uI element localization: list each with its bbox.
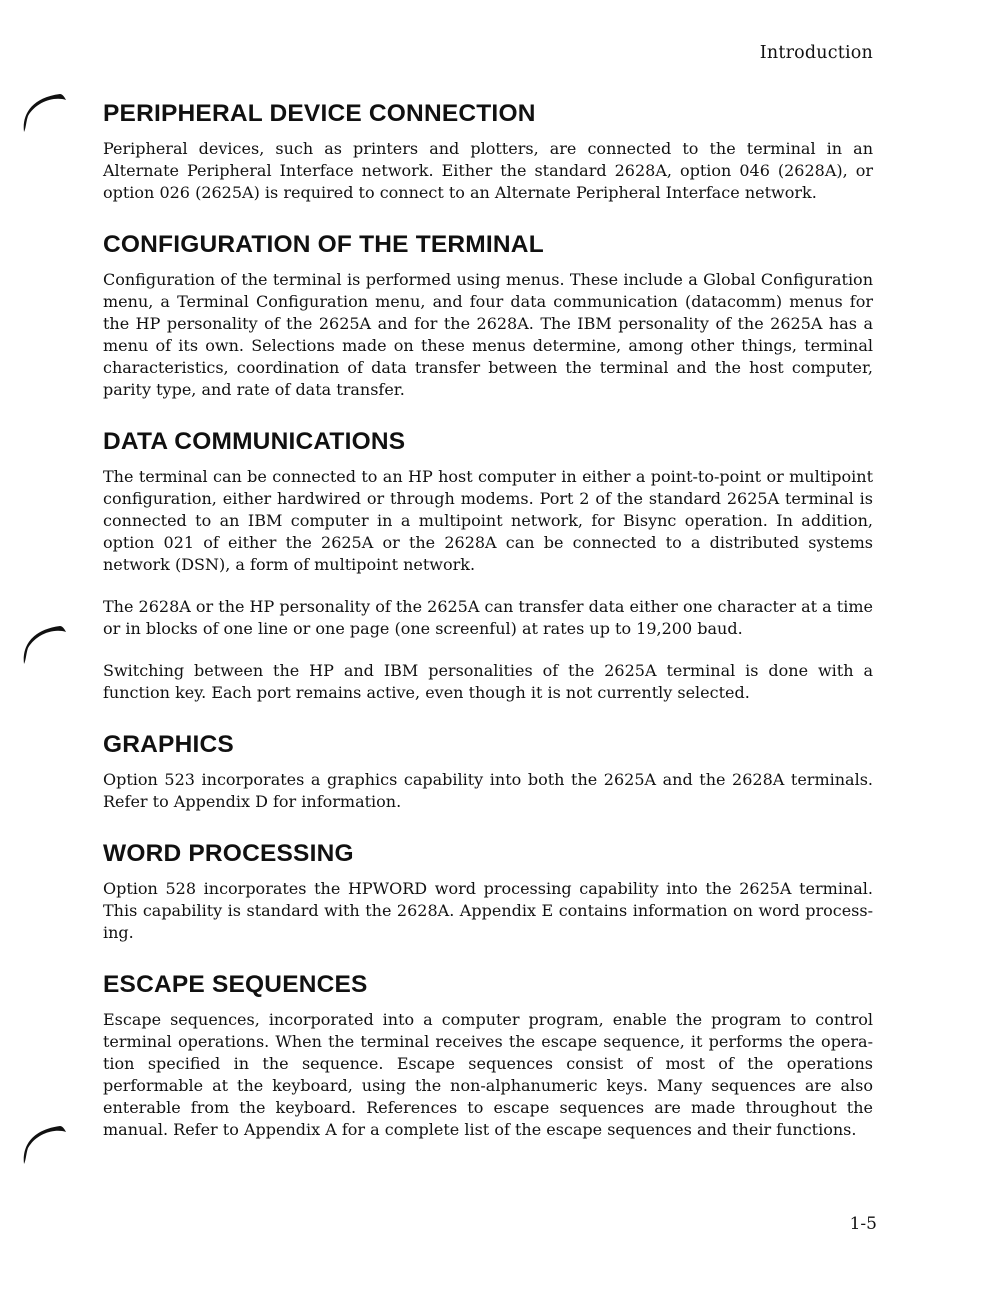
section-heading: DATA COMMUNICATIONS xyxy=(103,428,406,455)
section-heading: PERIPHERAL DEVICE CONNECTION xyxy=(103,100,536,127)
binder-hole-mark-icon xyxy=(20,1120,68,1168)
section-word-processing xyxy=(103,840,873,944)
paragraph: Escape sequences, incorporated into a computer program, enable the program to control terminal operations. When the terminal receives the escape sequence, it performs the opera-tion specified in the sequence. Escape sequences consist of most of the operations performable at the keyboard, using the non-alphanumeric keys. Many sequences are also enterable from the keyboard. References to escape sequences are made throughout the manual. Refer to Appendix A for a complete list of the escape sequences and their functions. xyxy=(103,1010,873,1139)
section-configuration-of-the-terminal xyxy=(103,231,873,401)
section-heading: ESCAPE SEQUENCES xyxy=(103,971,368,998)
section-escape-sequences xyxy=(103,971,873,1141)
binder-hole-mark-icon xyxy=(20,620,68,668)
section-data-communications xyxy=(103,428,873,704)
paragraph: Option 523 incorporates a graphics capability into both the 2625A and the 2628A terminals. Refer to Appendix D for information. xyxy=(103,770,873,811)
page-number: 1-5 xyxy=(849,1214,877,1234)
section-graphics xyxy=(103,731,873,813)
paragraph: The terminal can be connected to an HP host computer in either a point-to-point or multipoint configuration, either hardwired or through modems. Port 2 of the standard 2625A terminal is connected to an IBM computer in a multipoint network, for Bisync operation. In addition, option 021 of either the 2625A or the 2628A can be connected to a distributed systems network (DSN), a form of multipoint network. xyxy=(103,467,873,574)
binder-hole-mark-icon xyxy=(20,88,68,136)
section-peripheral-device-connection xyxy=(103,100,873,204)
paragraph: Peripheral devices, such as printers and plotters, are connected to the terminal in an Alternate Peripheral Interface network. Either the standard 2628A, option 046 (2628A), or option 026 (2625A) is required to connect to an Alternate Peripheral Interface network. xyxy=(103,139,873,202)
paragraph: Option 528 incorporates the HPWORD word processing capability into the 2625A terminal. This capability is standard with the 2628A. Appendix E contains information on word process-ing. xyxy=(103,879,873,942)
paragraph: Switching between the HP and IBM personalities of the 2625A terminal is done with a function key. Each port remains active, even though it is not currently selected. xyxy=(103,661,873,702)
section-heading: CONFIGURATION OF THE TERMINAL xyxy=(103,231,544,258)
section-heading: GRAPHICS xyxy=(103,731,234,758)
page-body xyxy=(103,100,873,1168)
running-head: Introduction xyxy=(759,43,873,63)
paragraph: Configuration of the terminal is performed using menus. These include a Global Configuration menu, a Terminal Configuration menu, and four data communication (datacomm) menus for the HP personality of the 2625A and for the 2628A. The IBM personality of the 2625A has a menu of its own. Selections made on these menus determine, among other things, terminal characteristics, coordination of data transfer between the terminal and the host computer, parity type, and rate of data transfer. xyxy=(103,270,873,399)
paragraph: The 2628A or the HP personality of the 2625A can transfer data either one character at a time or in blocks of one line or one page (one screenful) at rates up to 19,200 baud. xyxy=(103,597,873,638)
section-heading: WORD PROCESSING xyxy=(103,840,354,867)
